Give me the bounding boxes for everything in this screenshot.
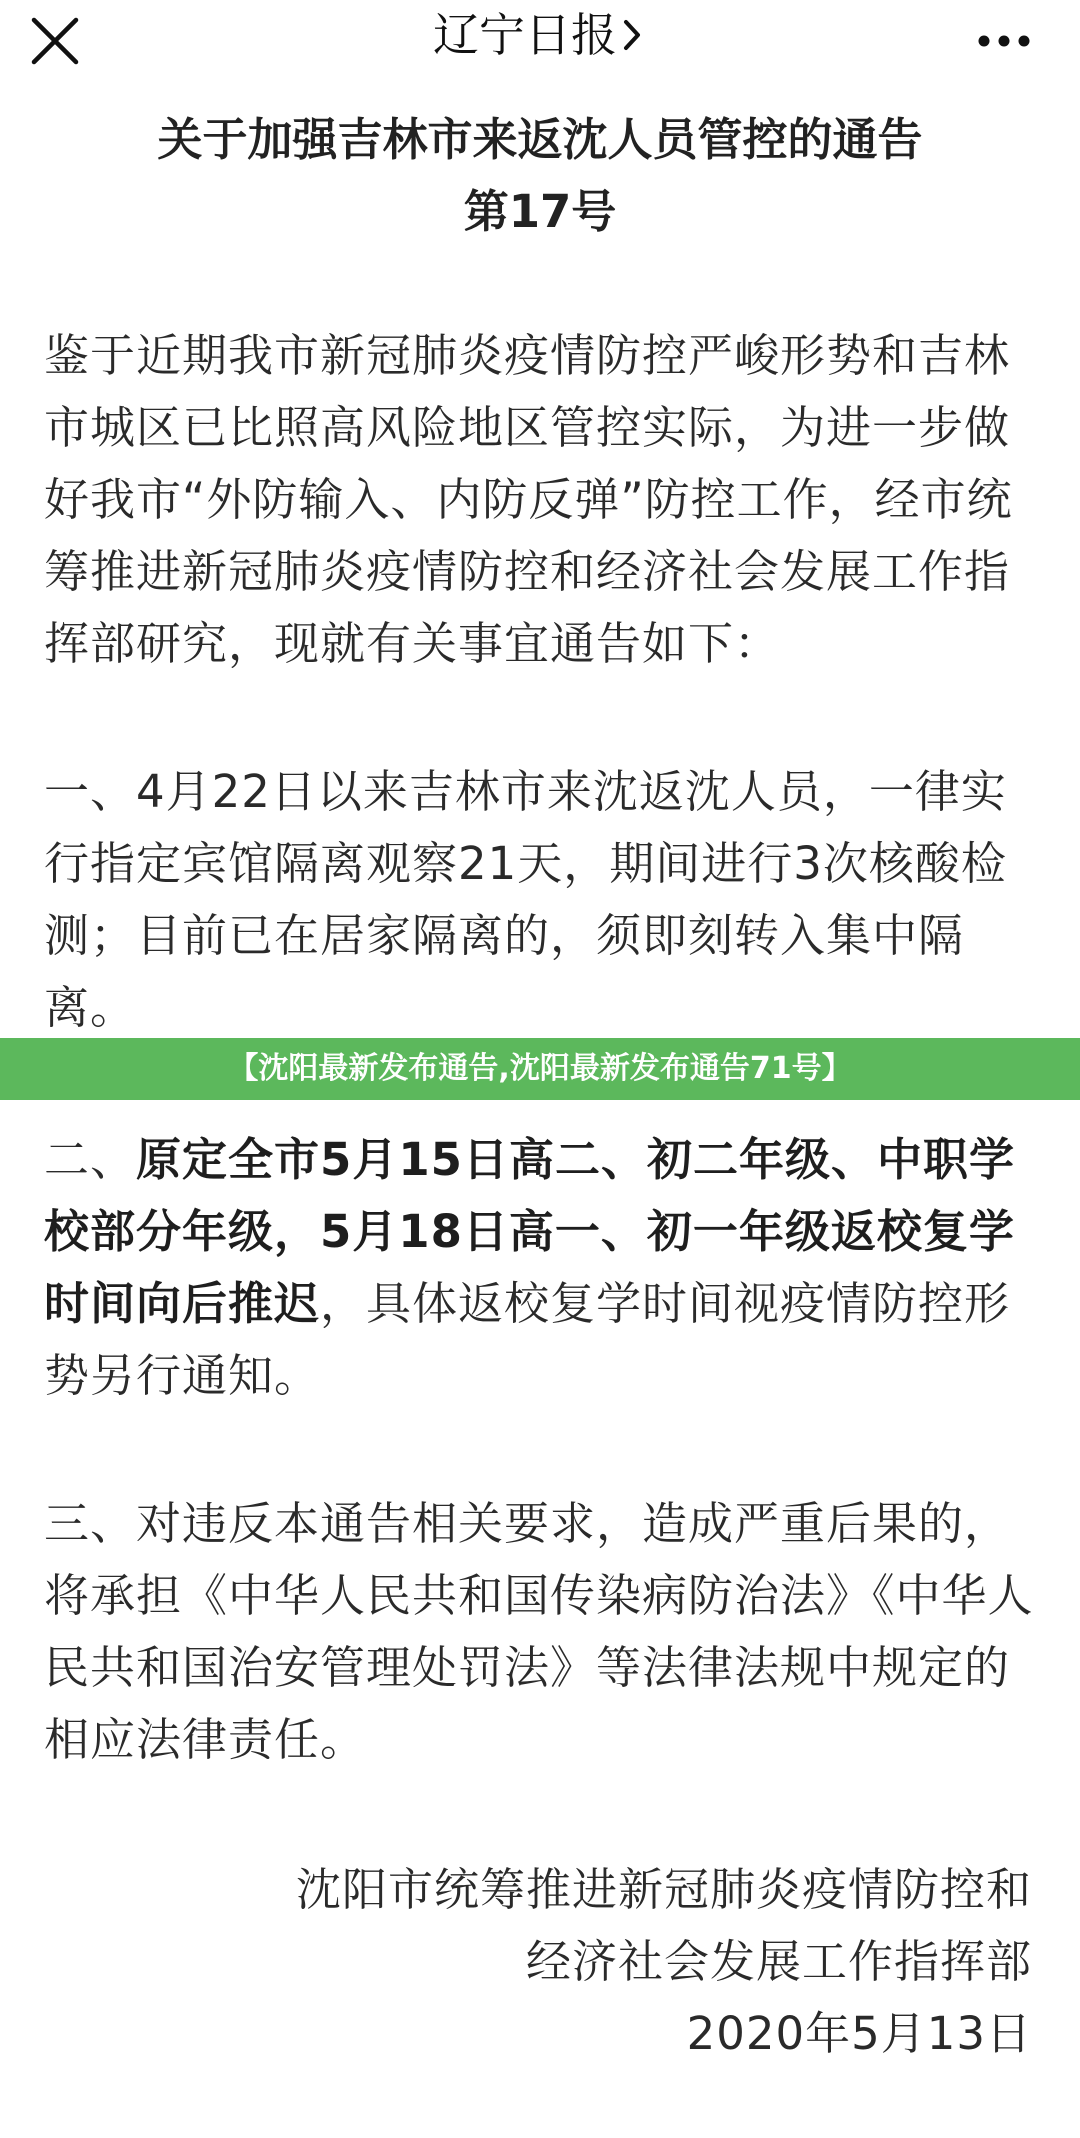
account-name-link[interactable] [433, 0, 647, 70]
signature-date: 2020年5月13日 [686, 2007, 1032, 2060]
article-title [0, 104, 1080, 248]
item-two-paragraph [44, 1124, 1038, 1412]
top-bar [0, 0, 1080, 96]
article-title-line: 关于加强吉林市来返沈人员管控的通告 [157, 113, 923, 166]
article-number: 第17号 [463, 185, 617, 238]
more-options-button[interactable] [974, 16, 1034, 66]
item-one-paragraph: 一、4月22日以来吉林市来沈返沈人员，一律实行指定宾馆隔离观察21天，期间进行3次核酸检测；目前已在居家隔离的，须即刻转入集中隔离。 [44, 765, 1007, 1034]
signature-org-line: 沈阳市统筹推进新冠肺炎疫情防控和 [295, 1863, 1032, 1916]
signature-block [38, 1854, 1032, 2070]
close-icon [26, 12, 84, 70]
chevron-right-icon [617, 0, 647, 70]
item-two-bold-text: 原定全市5月15日高二、初二年级、中职学校部分年级，5月18日高一、初一年级返校复学时间向后推迟 [44, 1133, 1015, 1330]
more-dots-icon [974, 16, 1034, 66]
account-name: 辽宁日报 [433, 8, 617, 62]
intro-paragraph: 鉴于近期我市新冠肺炎疫情防控严峻形势和吉林市城区已比照高风险地区管控实际，为进一步做好我市“外防输入、内防反弹”防控工作，经市统筹推进新冠肺炎疫情防控和经济社会发展工作指挥部研究，现就有关事宜通告如下： [44, 329, 1013, 670]
item-two-rest-text: ，具体返校复学时间视疫情防控形势另行通知。 [44, 1277, 1011, 1402]
item-three-paragraph: 三、对违反本通告相关要求，造成严重后果的，将承担《中华人民共和国传染病防治法》《中华人民共和国治安管理处罚法》等法律法规中规定的相应法律责任。 [44, 1497, 1034, 1766]
headline-banner: 【沈阳最新发布通告,沈阳最新发布通告71号】 [0, 1038, 1080, 1100]
item-two-prefix: 二、 [44, 1133, 137, 1186]
close-button[interactable] [26, 12, 84, 70]
signature-org-line: 经济社会发展工作指挥部 [525, 1935, 1032, 1988]
account-name-area [0, 0, 1080, 70]
